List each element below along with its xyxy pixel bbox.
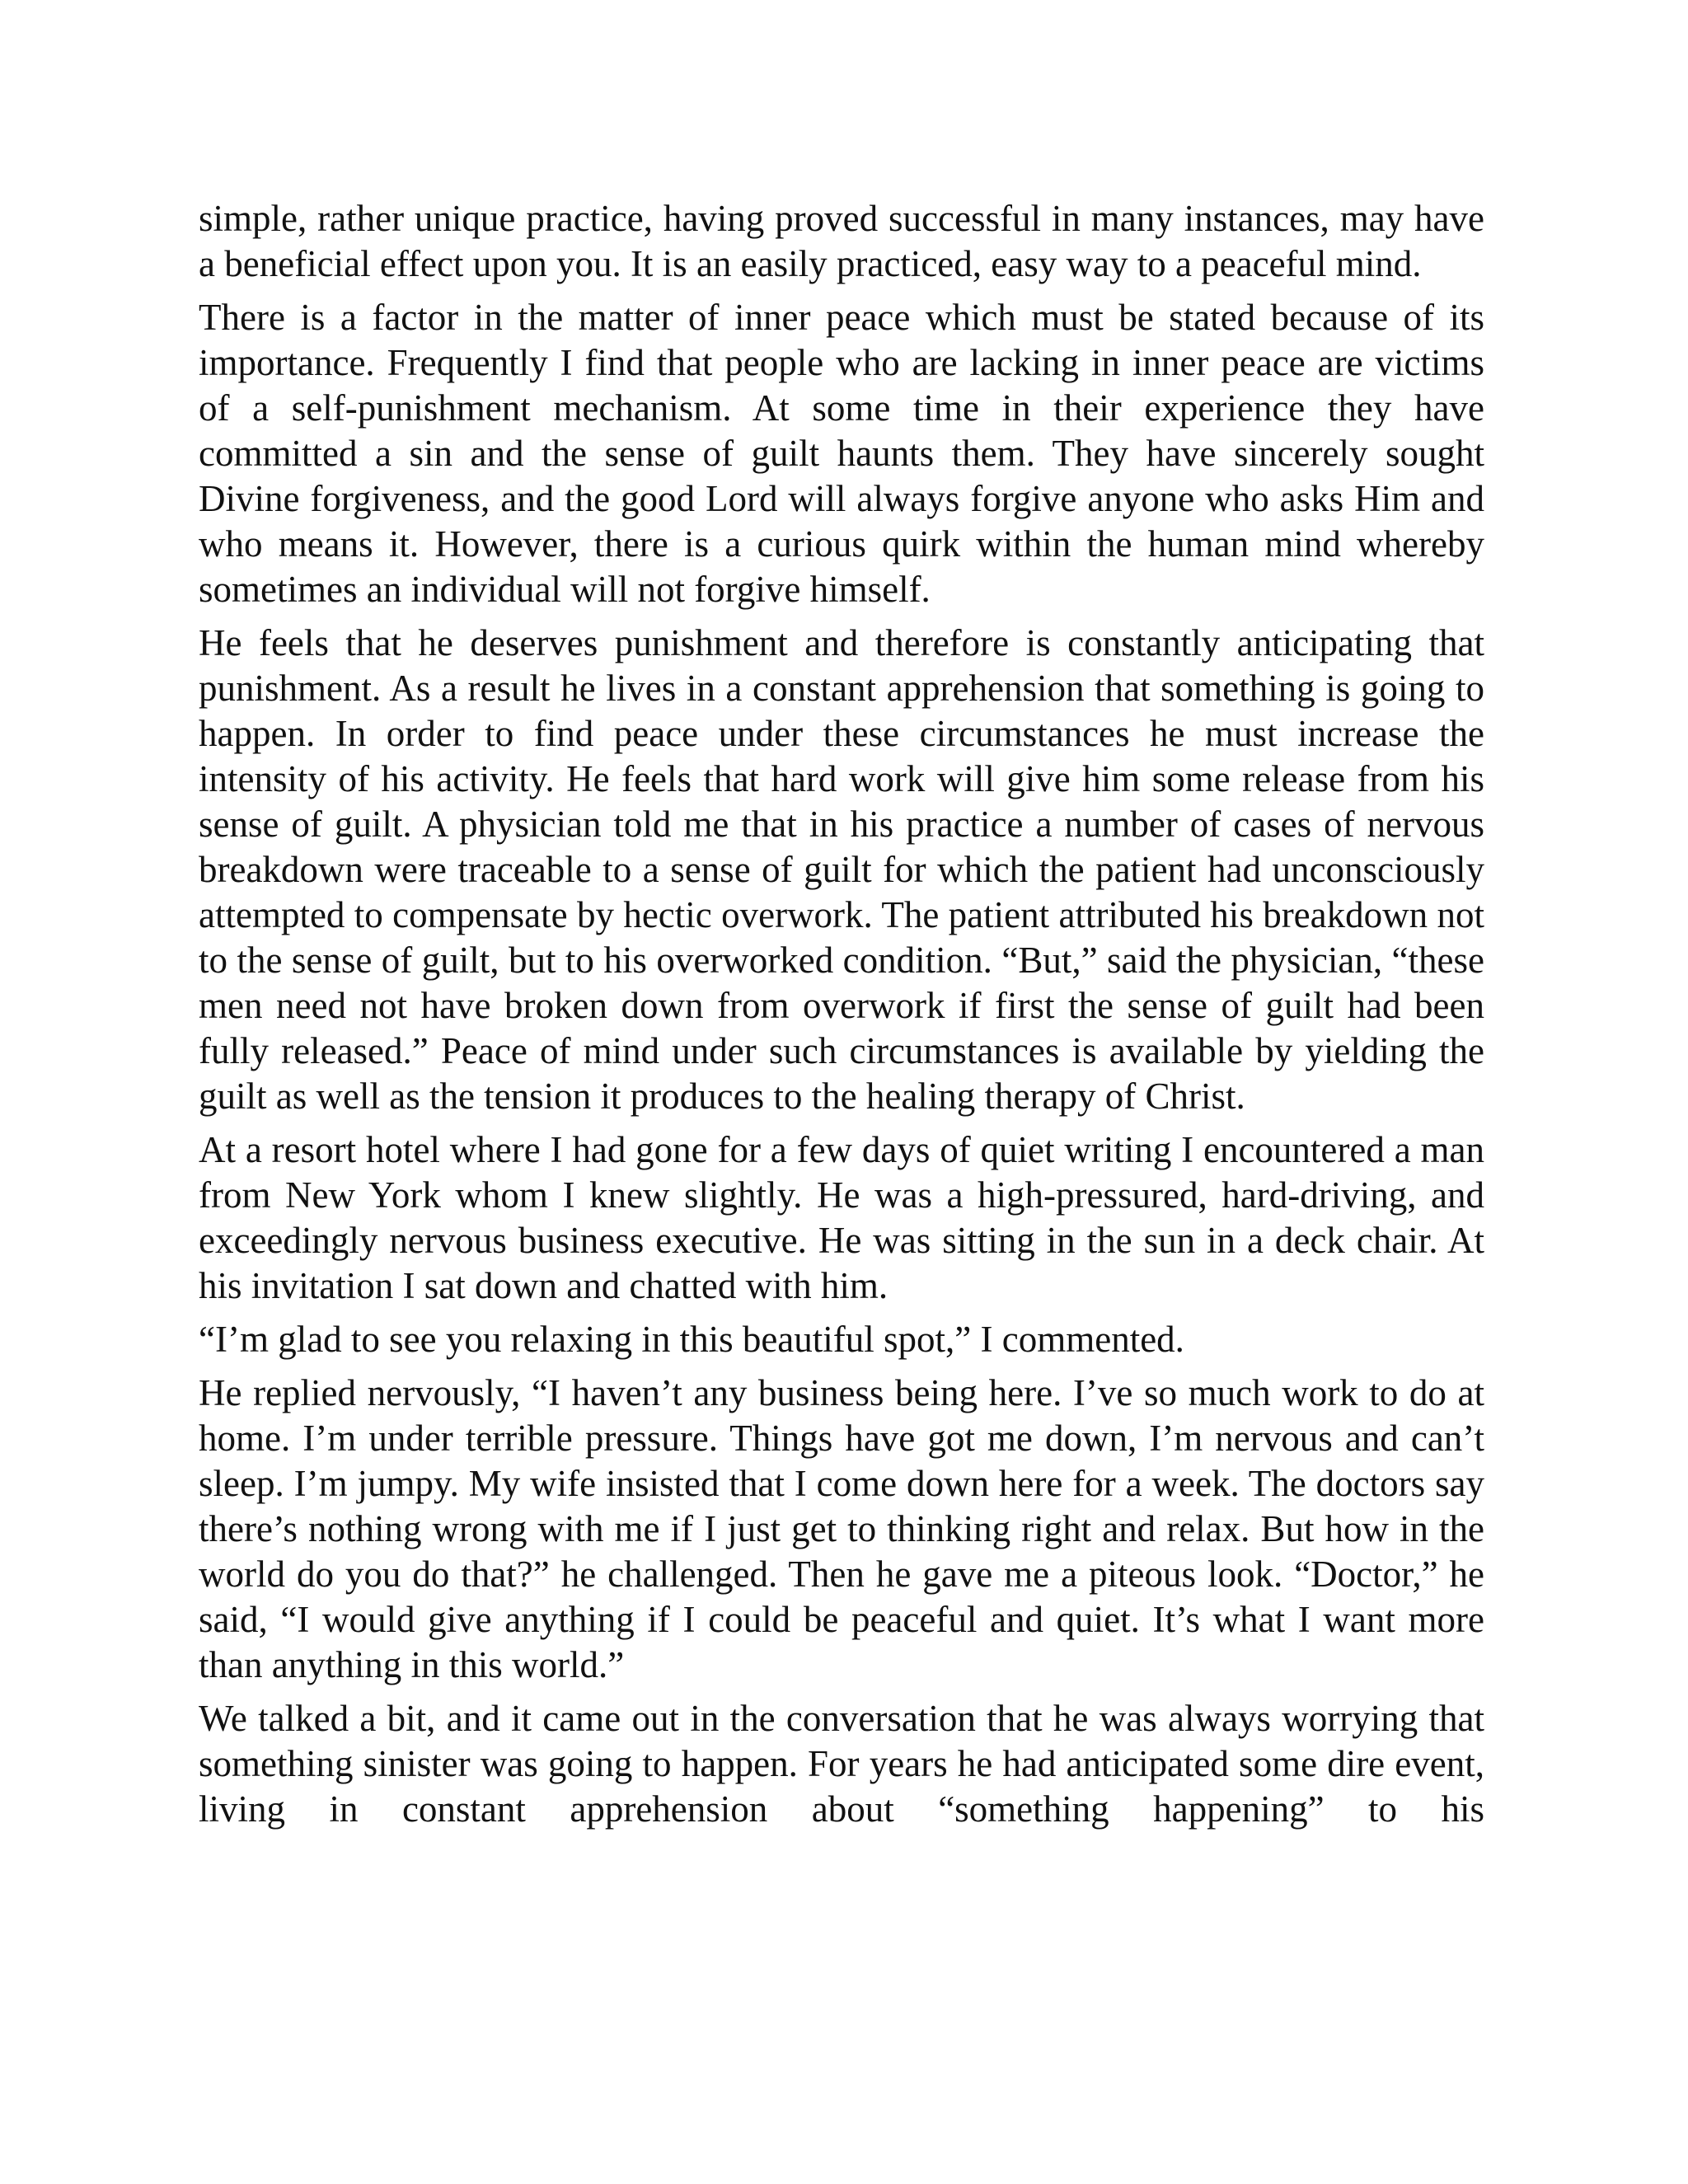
paragraph-4: At a resort hotel where I had gone for a few days of quiet writing I encountered a man from New York whom I knew slightly. He was a high-pressured, hard-driving, and exceedingly nervous business executive. He was sitting in the sun in a deck chair. At his invitation I sat down and chatted with him. — [199, 1129, 1484, 1306]
paragraph-1: simple, rather unique practice, having proved successful in many instances, may have a beneficial effect upon you. It is an easily practiced, easy way to a peaceful mind. — [199, 198, 1484, 284]
body-text — [199, 196, 1484, 1840]
paragraph-2: There is a factor in the matter of inner peace which must be stated because of its importance. Frequently I find that people who are lacking in inner peace are victims of a self-punishment mechanism. At some time in their experience they have committed a sin and the sense of guilt haunts them. They have sincerely sought Divine forgiveness, and the good Lord will always forgive anyone who asks Him and who means it. However, there is a curious quirk within the human mind whereby sometimes an individual will not forgive himself. — [199, 297, 1484, 610]
paragraph-5: “I’m glad to see you relaxing in this beautiful spot,” I commented. — [199, 1319, 1184, 1360]
paragraph-3: He feels that he deserves punishment and therefore is constantly anticipating that punishment. As a result he lives in a constant apprehension that something is going to happen. In order to find peace under these circumstances he must increase the intensity of his activity. He feels that hard work will give him some release from his sense of guilt. A physician told me that in his practice a number of cases of nervous breakdown were traceable to a sense of guilt for which the patient had unconsciously attempted to compensate by hectic overwork. The patient attributed his breakdown not to the sense of guilt, but to his overworked condition. “But,” said the physician, “these men need not have broken down from overwork if first the sense of guilt had been fully released.” Peace of mind under such circumstances is available by yielding the guilt as well as the tension it produces to the healing therapy of Christ. — [199, 622, 1484, 1117]
paragraph-7: We talked a bit, and it came out in the conversation that he was always worrying that something sinister was going to happen. For years he had anticipated some dire event, living in constant apprehension about “something happening” to his — [199, 1698, 1484, 1830]
paragraph-6: He replied nervously, “I haven’t any business being here. I’ve so much work to do at home. I’m under terrible pressure. Things have got me down, I’m nervous and can’t sleep. I’m jumpy. My wife insisted that I come down here for a week. The doctors say there’s nothing wrong with me if I just get to thinking right and relax. But how in the world do you do that?” he challenged. Then he gave me a piteous look. “Doctor,” he said, “I would give anything if I could be peaceful and quiet. It’s what I want more than anything in this world.” — [199, 1372, 1484, 1685]
